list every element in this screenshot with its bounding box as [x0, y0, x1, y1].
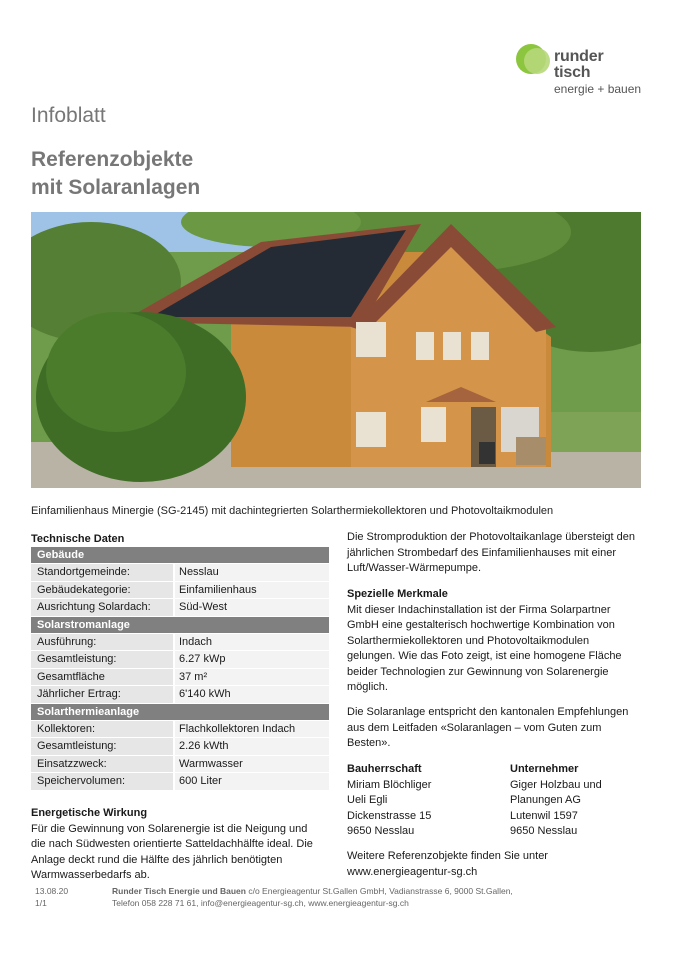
more-references [347, 849, 657, 880]
section-solarthermieanlage: Solarthermieanlage [31, 704, 329, 720]
text-line: Warmwasserbedarfs ab. [31, 869, 150, 881]
footer-page: 1/1 [35, 898, 47, 908]
footer-line-1 [112, 885, 513, 897]
row-key: Ausrichtung Solardach: [31, 599, 173, 616]
owner-heading: Bauherrschaft [347, 763, 422, 775]
text-line: 9650 Nesslau [347, 825, 415, 837]
row-value: Süd-West [175, 599, 329, 616]
runder-tisch-logo [516, 44, 656, 100]
company-block [510, 762, 660, 840]
row-key: Kollektoren: [31, 721, 173, 738]
photo-caption: Einfamilienhaus Minergie (SG-2145) mit dachintegrierten Solarthermiekollektoren und Photovoltaikmodulen [31, 505, 554, 517]
footer-address [112, 885, 513, 909]
row-key: Gesamtleistung: [31, 651, 173, 668]
text-line: Planungen AG [510, 794, 581, 806]
row-value: 2.26 kWth [175, 738, 329, 755]
row-key: Standortgemeinde: [31, 564, 173, 581]
text-line: die nach Südwesten orientierte Satteldachhälfte ideal. Die [31, 838, 313, 850]
row-value: Warmwasser [175, 756, 329, 773]
row-value: Nesslau [175, 564, 329, 581]
text-line: jährlichen Strombedarf des Einfamilienhauses mit einer [347, 546, 617, 559]
text-line: gelungen. Wie das Foto zeigt, ist eine homogene Fläche [347, 650, 622, 662]
text-line: Weitere Referenzobjekte finden Sie unter [347, 850, 548, 862]
text-line: Solarthermiekollektoren und Photovoltaikmodulen [347, 634, 590, 647]
technical-data [31, 531, 329, 791]
table-row [31, 721, 329, 738]
row-key: Einsatzzweck: [31, 756, 173, 773]
table-row [31, 773, 329, 790]
logo-text-line2: tisch [554, 64, 591, 81]
title-line-2: mit Solaranlagen [31, 176, 201, 199]
text-line: Die Solaranlage entspricht den kantonalen Empfehlungen [347, 706, 629, 718]
text-line: 9650 Nesslau [510, 825, 578, 837]
text-line: Anlage deckt rund die Hälfte des jährlich benötigten [31, 853, 283, 866]
energetic-effect [31, 806, 331, 884]
table-row [31, 634, 329, 651]
text-line: Besten». [347, 737, 391, 749]
text-line: Miriam Blöchliger [347, 778, 432, 791]
footer-line-2: Telefon 058 228 71 61, info@energieagentur-sg.ch, www.energieagentur-sg.ch [112, 898, 409, 908]
row-value: 37 m² [175, 669, 329, 686]
section-solarstromanlage: Solarstromanlage [31, 617, 329, 633]
website-link[interactable]: www.energieagentur-sg.ch [347, 865, 478, 878]
row-key: Gebäudekategorie: [31, 582, 173, 599]
row-value: 6.27 kWp [175, 651, 329, 668]
logo-circle-light-icon [524, 48, 550, 74]
row-value: 600 Liter [175, 773, 329, 790]
row-value: Flachkollektoren Indach [175, 721, 329, 738]
logo-text-line3: energie + bauen [554, 82, 642, 96]
row-value: 6'140 kWh [175, 686, 329, 703]
table-row [31, 582, 329, 599]
table-row [31, 564, 329, 581]
row-value: Einfamilienhaus [175, 582, 329, 599]
text-line: Mit dieser Indachinstallation ist der Firma Solarpartner [347, 603, 611, 616]
table-row [31, 599, 329, 616]
text-line: Lutenwil 1597 [510, 809, 578, 822]
text-line: Giger Holzbau und [510, 778, 602, 791]
doc-type: Infoblatt [31, 104, 106, 127]
text-line: Die Stromproduktion der Photovoltaikanlage übersteigt den [347, 531, 636, 543]
page-title [31, 146, 200, 202]
company-heading: Unternehmer [510, 763, 579, 775]
text-line: Ueli Egli [347, 794, 388, 806]
title-line-1: Referenzobjekte [31, 148, 194, 171]
table-row [31, 756, 329, 773]
logo-text-line1: runder [554, 48, 604, 65]
section-gebaeude: Gebäude [31, 547, 329, 563]
intro-text [347, 530, 657, 577]
text-line: beider Technologien zur Gewinnung von Solarenergie [347, 665, 609, 678]
footer-org: Runder Tisch Energie und Bauen [112, 886, 246, 896]
text-line: aus dem Leitfaden «Solaranlagen – vom Guten zum [347, 721, 602, 734]
energetic-heading: Energetische Wirkung [31, 807, 148, 819]
recommendation-text [347, 705, 657, 752]
row-value: Indach [175, 634, 329, 651]
footer-date: 13.08.20 [35, 886, 69, 896]
table-row [31, 686, 329, 703]
footer-line-1-rest: c/o Energieagentur St.Gallen GmbH, Vadianstrasse 6, 9000 St.Gallen, [245, 886, 513, 896]
text-line: Für die Gewinnung von Solarenergie ist die Neigung und [31, 822, 308, 835]
row-key: Speichervolumen: [31, 773, 173, 790]
row-key: Jährlicher Ertrag: [31, 686, 173, 703]
special-heading: Spezielle Merkmale [347, 588, 448, 600]
owner-block [347, 762, 497, 840]
table-row [31, 669, 329, 686]
house-photo [31, 212, 641, 488]
text-line: Luft/Wasser-Wärmepumpe. [347, 562, 482, 574]
table-row [31, 738, 329, 755]
technical-data-heading: Technische Daten [31, 533, 125, 545]
special-features [347, 587, 657, 696]
table-row [31, 651, 329, 668]
text-line: Dickenstrasse 15 [347, 809, 432, 822]
text-line: GmbH eine gestalterisch hochwertige Kombination von [347, 619, 615, 631]
row-key: Gesamtleistung: [31, 738, 173, 755]
text-line: möglich. [347, 681, 388, 693]
row-key: Ausführung: [31, 634, 173, 651]
row-key: Gesamtfläche [31, 669, 173, 686]
footer-meta [35, 885, 68, 909]
